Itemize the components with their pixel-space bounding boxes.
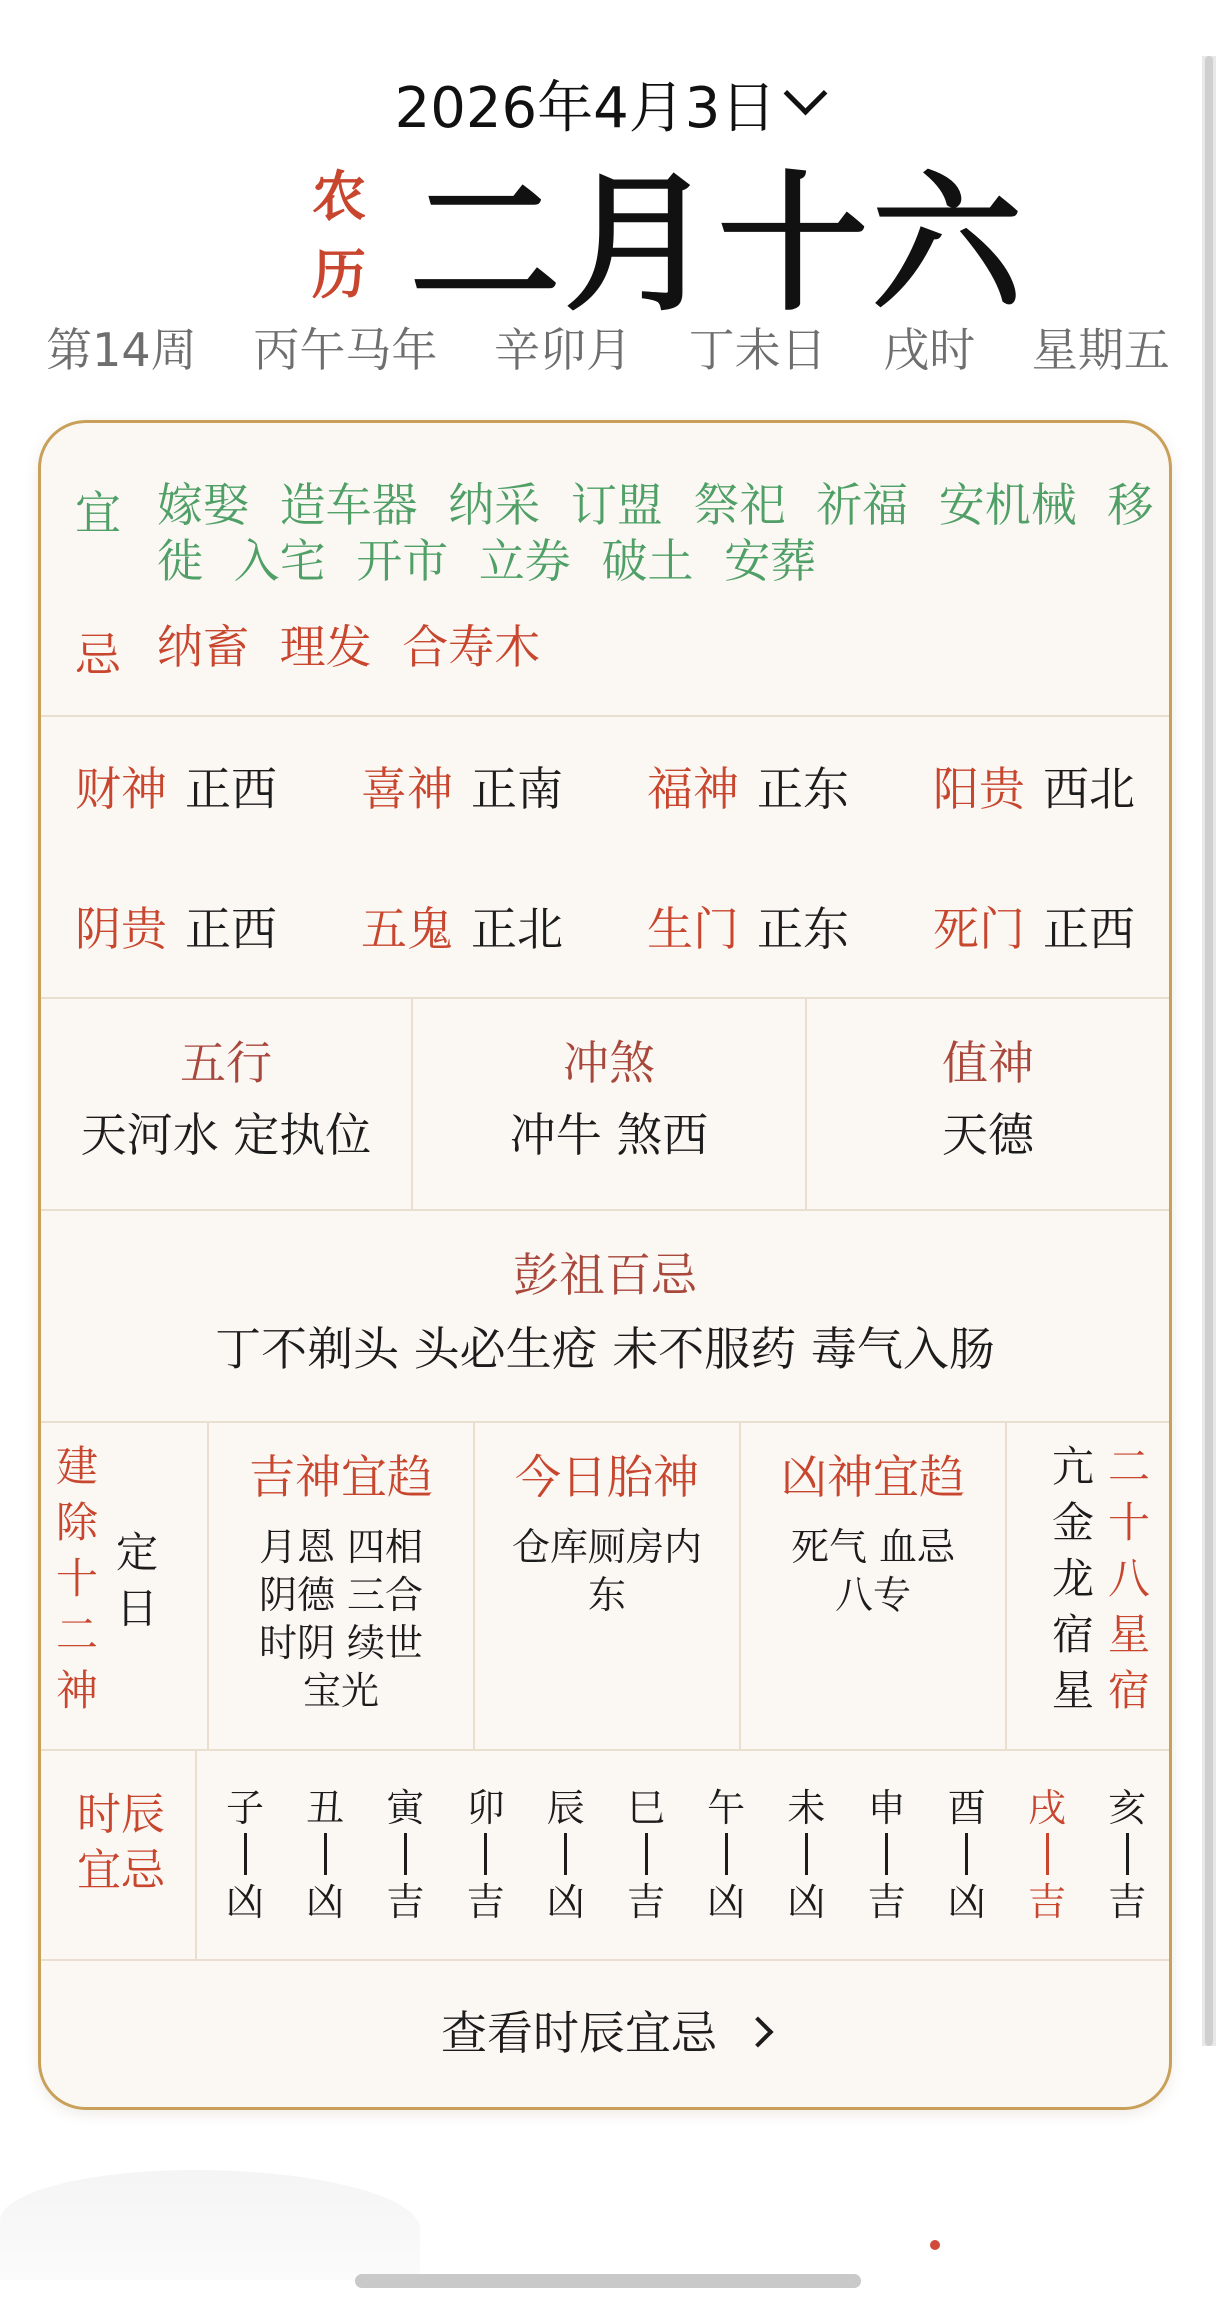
- yi-item: 开市: [356, 534, 449, 588]
- god-direction: 正东: [757, 902, 849, 956]
- hour-luck: 凶: [306, 1880, 345, 1924]
- wuxing-chongsha-zhishen: [41, 997, 1169, 1211]
- hour-item: [215, 1787, 275, 1923]
- god-cell: [361, 761, 563, 817]
- week-number: 第14周: [46, 323, 197, 377]
- god-cell: [933, 901, 1135, 957]
- ganzhi-hour: 戌时: [883, 323, 976, 377]
- hour-item: [456, 1787, 516, 1923]
- hour-zhi: 未: [787, 1786, 826, 1830]
- zhishen-title: 值神: [942, 1036, 1034, 1090]
- blossom-decoration: [930, 2240, 940, 2250]
- hour-item: [375, 1787, 435, 1923]
- ji-item: 合寿木: [402, 620, 541, 674]
- hour-zhi: 子: [225, 1786, 264, 1830]
- hour-item: [1097, 1787, 1157, 1923]
- yi-item: 造车器: [279, 478, 418, 532]
- hour-zhi: 巳: [626, 1786, 665, 1830]
- taishen-line: 仓库厕房内: [511, 1525, 702, 1569]
- xiongshen-line: 八专: [834, 1573, 911, 1617]
- yi-item: 破土: [601, 534, 694, 588]
- hour-luck: 吉: [626, 1880, 665, 1924]
- hour-zhi: 丑: [306, 1786, 345, 1830]
- jishen-title: 吉神宜趋: [249, 1450, 433, 1504]
- hour-zhi: 寅: [386, 1786, 425, 1830]
- divider: [1005, 1421, 1007, 1749]
- pengzu-section: [41, 1209, 1169, 1423]
- god-name: 阴贵: [75, 902, 167, 956]
- pengzu-title: 彭祖百忌: [513, 1248, 697, 1302]
- divider: [195, 1749, 197, 1959]
- date-label: 2026年4月3日: [394, 76, 777, 141]
- hour-luck: 凶: [546, 1880, 585, 1924]
- hours-section: [41, 1749, 1169, 1961]
- god-direction: 正东: [757, 762, 849, 816]
- yi-item: 祭祀: [693, 478, 786, 532]
- jishen-line: 月恩 四相: [258, 1525, 424, 1569]
- jishen-line: 宝光: [302, 1669, 379, 1713]
- ji-item: 纳畜: [157, 620, 249, 674]
- hour-item: [1017, 1787, 1077, 1923]
- view-hours-button[interactable]: [41, 1959, 1169, 2107]
- hour-item: [696, 1787, 756, 1923]
- hour-zhi: 戌: [1027, 1786, 1066, 1830]
- hour-item: [616, 1787, 676, 1923]
- view-hours-label: 查看时辰宜忌: [441, 2006, 717, 2060]
- hour-divider: [1126, 1833, 1129, 1875]
- hours-label: 时辰宜忌: [77, 1789, 165, 1896]
- jianchu-label-text: 建除十二神: [55, 1442, 98, 1715]
- wuxing-title: 五行: [180, 1036, 272, 1090]
- lunar-date: 二月十六: [410, 158, 1027, 332]
- weekday: 星期五: [1031, 323, 1170, 377]
- god-cell: [647, 901, 849, 957]
- yi-label: 宜: [75, 486, 121, 540]
- hour-item: [295, 1787, 355, 1923]
- xingxiu-value: 亢金龙宿星: [1051, 1442, 1094, 1715]
- zhishen-cell: [807, 997, 1169, 1209]
- hour-divider: [324, 1833, 327, 1875]
- chongsha-value: 冲牛 煞西: [509, 1108, 709, 1162]
- jishen-line: 时阴 续世: [258, 1621, 424, 1665]
- gods-directions: [41, 715, 1169, 999]
- chevron-right-icon: [742, 2016, 773, 2047]
- god-name: 死门: [933, 902, 1025, 956]
- xiongshen-line: 死气 血忌: [790, 1525, 956, 1569]
- god-cell: [75, 761, 277, 817]
- hour-luck: 吉: [386, 1880, 425, 1924]
- god-direction: 正西: [185, 902, 277, 956]
- yi-item: 订盟: [570, 478, 663, 532]
- taishen-line: 东: [587, 1573, 626, 1617]
- hour-luck: 吉: [867, 1880, 906, 1924]
- god-direction: 正西: [185, 762, 277, 816]
- taishen-list: [475, 1523, 739, 1619]
- chevron-down-icon: [784, 72, 828, 116]
- jishen-cell: [209, 1421, 473, 1749]
- god-name: 福神: [647, 762, 739, 816]
- hour-divider: [564, 1833, 567, 1875]
- jishen-list: [209, 1523, 473, 1715]
- god-cell: [647, 761, 849, 817]
- chongsha-title: 冲煞: [563, 1036, 655, 1090]
- ji-item: 理发: [279, 620, 372, 674]
- god-direction: 西北: [1043, 762, 1135, 816]
- jianchu-label: [53, 1439, 101, 1719]
- hour-zhi: 午: [707, 1786, 746, 1830]
- yi-item: 入宅: [233, 534, 326, 588]
- god-name: 生门: [647, 902, 739, 956]
- hour-divider: [965, 1833, 968, 1875]
- god-name: 阳贵: [933, 762, 1025, 816]
- zhishen-value: 天德: [942, 1108, 1034, 1162]
- hour-item: [857, 1787, 917, 1923]
- hour-divider: [484, 1833, 487, 1875]
- yi-item: 安机械: [938, 478, 1077, 532]
- shen-section: [41, 1421, 1169, 1751]
- yi-item: 立券: [478, 534, 571, 588]
- god-cell: [75, 901, 277, 957]
- ganzhi-day: 丁未日: [688, 323, 827, 377]
- date-picker[interactable]: [0, 72, 1216, 146]
- hour-zhi: 卯: [466, 1786, 505, 1830]
- hour-luck: 凶: [787, 1880, 826, 1924]
- god-cell: [361, 901, 563, 957]
- date-info-row: [0, 318, 1216, 382]
- hour-divider: [645, 1833, 648, 1875]
- pengzu-value: 丁不剃头 头必生疮 未不服药 毒气入肠: [215, 1322, 995, 1376]
- yi-item: 纳采: [448, 478, 541, 532]
- taishen-title: 今日胎神: [515, 1450, 699, 1504]
- lunar-calendar-tag: [304, 158, 374, 314]
- hour-luck: 凶: [707, 1880, 746, 1924]
- hour-item: [776, 1787, 836, 1923]
- hour-luck: 吉: [1108, 1880, 1147, 1924]
- yi-item: 嫁娶: [157, 478, 249, 532]
- yi-item: 祈福: [816, 478, 909, 532]
- hour-luck: 吉: [1027, 1880, 1066, 1924]
- hour-item: [937, 1787, 997, 1923]
- jianchu-value: 定日: [115, 1528, 158, 1633]
- god-direction: 正西: [1043, 902, 1135, 956]
- ji-list: [157, 619, 556, 675]
- hour-luck: 吉: [466, 1880, 505, 1924]
- lunar-tag-top: 农: [312, 165, 366, 228]
- hour-divider: [1046, 1833, 1049, 1875]
- almanac-card: [38, 420, 1172, 2110]
- taishen-cell: [475, 1421, 739, 1749]
- ganzhi-year: 丙午马年: [253, 323, 438, 377]
- hour-divider: [725, 1833, 728, 1875]
- yi-ji-section: [41, 423, 1169, 717]
- wuxing-value: 天河水 定执位: [80, 1108, 372, 1162]
- yi-item: 移徙: [157, 478, 1154, 588]
- hour-luck: 凶: [947, 1880, 986, 1924]
- god-name: 喜神: [361, 762, 453, 816]
- hour-zhi: 申: [867, 1786, 906, 1830]
- god-name: 五鬼: [361, 902, 453, 956]
- hour-zhi: 酉: [947, 1786, 986, 1830]
- mountain-decoration: [0, 2170, 420, 2280]
- yi-list: [157, 477, 1157, 589]
- hour-zhi: 辰: [546, 1786, 585, 1830]
- god-direction: 正南: [471, 762, 563, 816]
- god-name: 财神: [75, 762, 167, 816]
- hour-divider: [404, 1833, 407, 1875]
- hour-divider: [885, 1833, 888, 1875]
- lunar-tag-bottom: 历: [312, 243, 366, 306]
- god-cell: [933, 761, 1135, 817]
- xingxiu-label: 二十八星宿: [1107, 1442, 1150, 1715]
- ji-label: 忌: [75, 628, 121, 682]
- hour-item: [536, 1787, 596, 1923]
- jishen-line: 阴德 三合: [258, 1573, 424, 1617]
- hour-divider: [805, 1833, 808, 1875]
- chongsha-cell: [413, 997, 805, 1209]
- xiongshen-title: 凶神宜趋: [781, 1450, 965, 1504]
- xiongshen-cell: [741, 1421, 1005, 1749]
- hour-divider: [244, 1833, 247, 1875]
- hour-luck: 凶: [225, 1880, 264, 1924]
- xiongshen-list: [741, 1523, 1005, 1619]
- wuxing-cell: [41, 997, 411, 1209]
- hour-zhi: 亥: [1108, 1786, 1147, 1830]
- home-indicator[interactable]: [355, 2274, 861, 2288]
- god-direction: 正北: [471, 902, 563, 956]
- ganzhi-month: 辛卯月: [493, 323, 632, 377]
- yi-item: 安葬: [724, 534, 817, 588]
